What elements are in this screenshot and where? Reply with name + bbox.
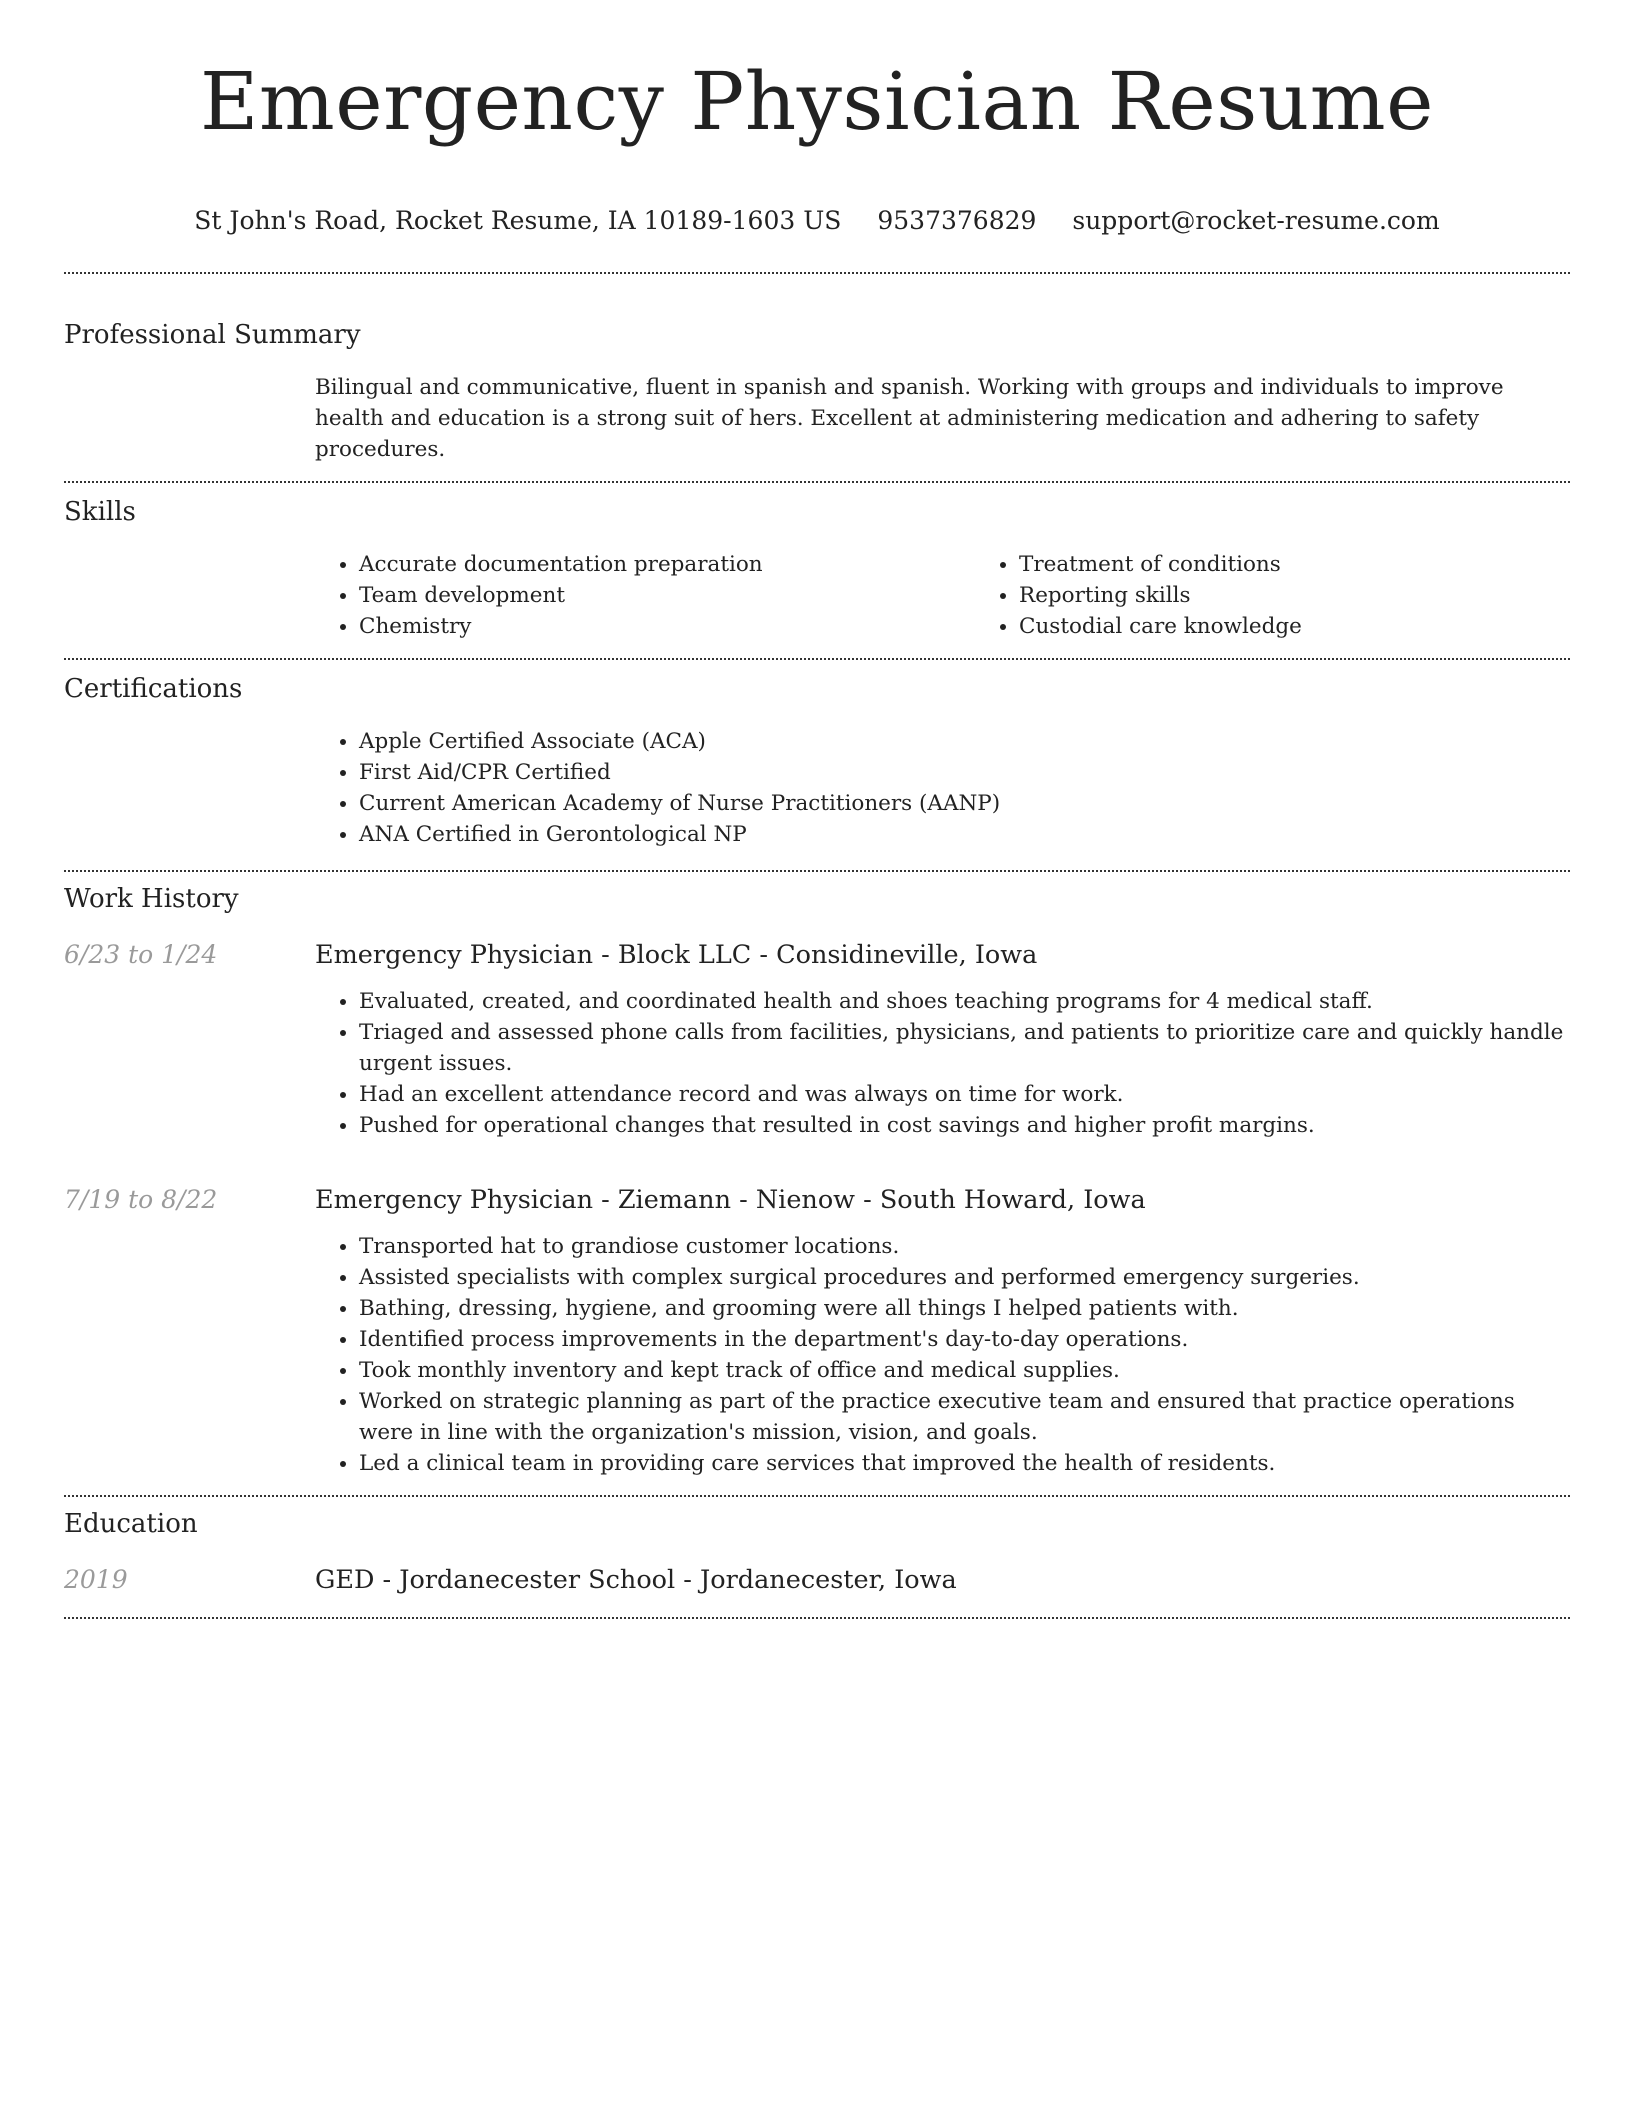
job-bullet: • Transported hat to grandiose customer locations. <box>359 1231 1570 1262</box>
skill-item: • Custodial care knowledge <box>1019 611 1632 642</box>
job-bullet: • Triaged and assessed phone calls from facilities, physicians, and patients to prioritize care and quickly handle urgent issues. <box>359 1017 1570 1079</box>
job-dates: 7/19 to 8/22 <box>64 1185 218 1214</box>
job-bullet: • Worked on strategic planning as part of the practice executive team and ensured that practice operations were in line with the organization's mission, vision, and goals. <box>359 1386 1570 1448</box>
summary-spacer <box>64 372 315 465</box>
job-bullet: • Pushed for operational changes that resulted in cost savings and higher profit margins. <box>359 1110 1570 1141</box>
work-heading: Work History <box>64 884 239 914</box>
summary-heading: Professional Summary <box>64 320 361 350</box>
certifications-spacer <box>64 726 315 850</box>
resume-title: Emergency Physician Resume <box>200 55 1434 148</box>
job-entry <box>64 1183 1570 1479</box>
job-bullet: • Took monthly inventory and kept track of office and medical supplies. <box>359 1355 1570 1386</box>
job-bullet: • Had an excellent attendance record and was always on time for work. <box>359 1079 1570 1110</box>
summary-text: Bilingual and communicative, fluent in spanish and spanish. Working with groups and individuals to improve health and education is a strong suit of hers. Excellent at administering medication and adhering to safety procedures. <box>315 375 1504 462</box>
job-entry <box>64 938 1570 1141</box>
skill-item: • Team development <box>359 580 975 611</box>
education-entry <box>64 1563 1570 1597</box>
job-dates: 6/23 to 1/24 <box>64 940 218 969</box>
education-heading: Education <box>64 1509 198 1539</box>
skill-item: • Accurate documentation preparation <box>359 549 975 580</box>
job-bullet: • Identified process improvements in the department's day-to-day operations. <box>359 1324 1570 1355</box>
contact-email: support@rocket-resume.com <box>1072 206 1440 235</box>
job-heading: Emergency Physician - Block LLC - Considineville, Iowa <box>315 940 1038 970</box>
job-bullet: • Evaluated, created, and coordinated health and shoes teaching programs for 4 medical staff. <box>359 986 1570 1017</box>
work-section <box>64 872 1570 1479</box>
divider <box>64 1617 1570 1619</box>
job-bullet: • Assisted specialists with complex surgical procedures and performed emergency surgeries. <box>359 1262 1570 1293</box>
job-bullets <box>315 1231 1570 1479</box>
job-bullet: • Bathing, dressing, hygiene, and grooming were all things I helped patients with. <box>359 1293 1570 1324</box>
skill-item: • Treatment of conditions <box>1019 549 1632 580</box>
job-bullet: • Led a clinical team in providing care services that improved the health of residents. <box>359 1448 1570 1479</box>
certifications-section <box>64 660 1570 850</box>
skills-column-2 <box>975 549 1632 642</box>
certification-item: • First Aid/CPR Certified <box>359 757 1570 788</box>
skill-item: • Reporting skills <box>1019 580 1632 611</box>
skills-spacer <box>64 549 315 642</box>
skills-column-1 <box>315 549 975 642</box>
skills-heading: Skills <box>64 497 136 527</box>
skill-item: • Chemistry <box>359 611 975 642</box>
job-heading: Emergency Physician - Ziemann - Nienow - South Howard, Iowa <box>315 1185 1146 1215</box>
resume-page <box>64 0 1570 1619</box>
education-heading-line: GED - Jordanecester School - Jordanecester, Iowa <box>315 1565 957 1595</box>
education-section <box>64 1497 1570 1597</box>
certification-item: • ANA Certified in Gerontological NP <box>359 819 1570 850</box>
summary-section <box>64 274 1570 465</box>
certification-item: • Apple Certified Associate (ACA) <box>359 726 1570 757</box>
skills-list <box>315 549 1632 642</box>
certifications-list <box>315 726 1570 850</box>
education-date: 2019 <box>64 1565 128 1594</box>
skills-section <box>64 483 1570 642</box>
certification-item: • Current American Academy of Nurse Practitioners (AANP) <box>359 788 1570 819</box>
contact-address: St John's Road, Rocket Resume, IA 10189-1603 US <box>194 206 842 235</box>
contact-line <box>64 204 1570 238</box>
job-bullets <box>315 986 1570 1141</box>
contact-phone: 9537376829 <box>877 206 1037 235</box>
certifications-heading: Certifications <box>64 674 243 704</box>
